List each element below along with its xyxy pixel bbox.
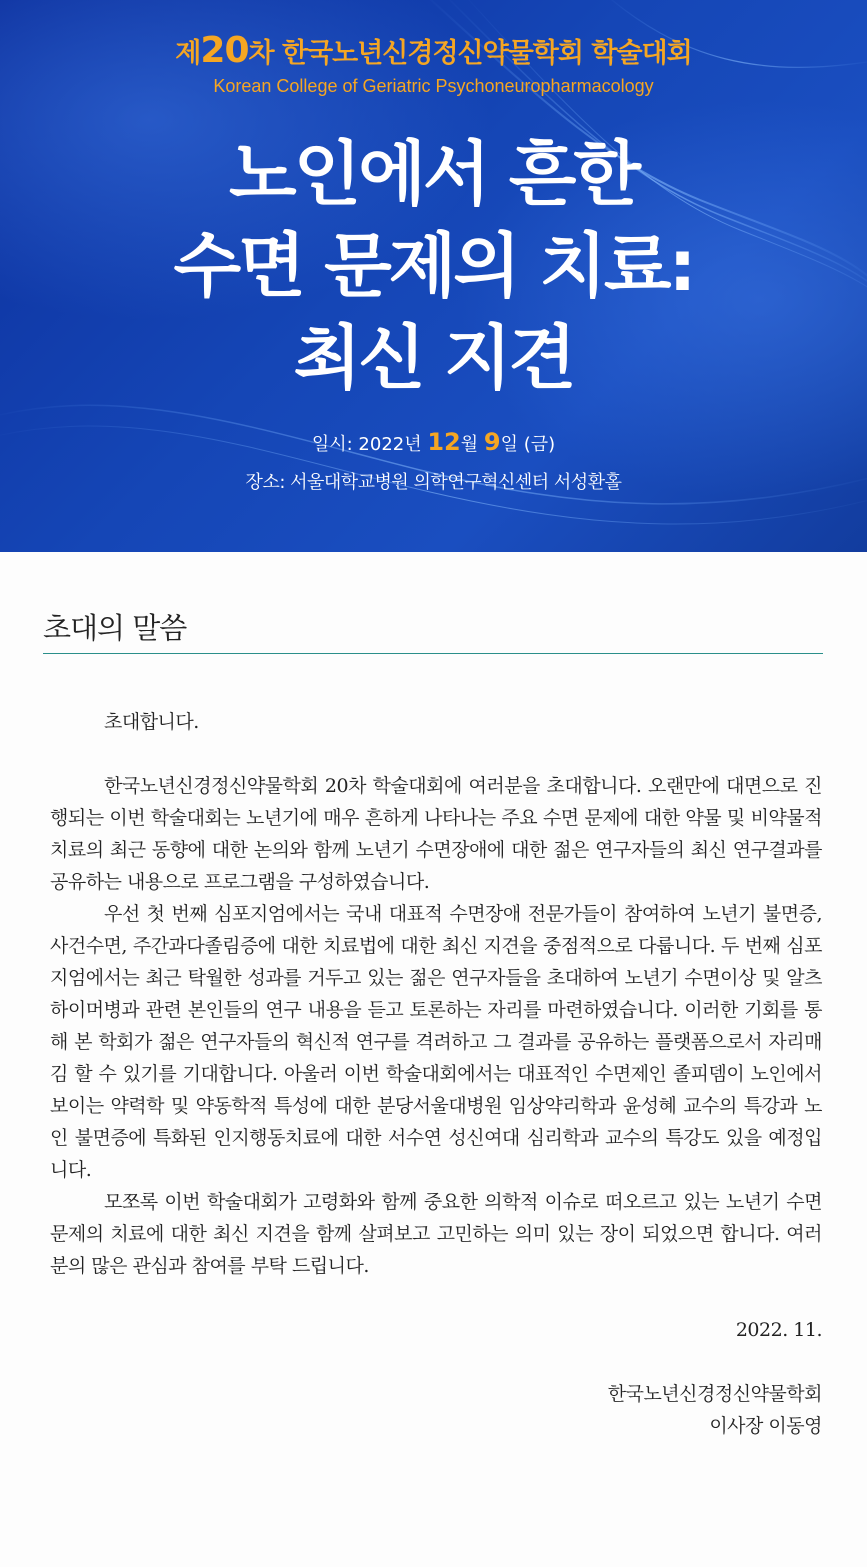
- main-title-line: 노인에서 흔한: [228, 133, 639, 215]
- event-date: [0, 428, 867, 456]
- letter-paragraph: 한국노년신경정신약물학회 20차 학술대회에 여러분을 초대합니다. 오랜만에 대면으로 진행되는 이번 학술대회는 노년기에 매우 흔하게 나타나는 주요 수면 문제에 대한 약물 및 비약물적 치료의 최근 동향에 대한 논의와 함께 노년기 수면장애에 대한 젊은 연구자들의 최신 연구결과를 공유하는 내용으로 프로그램을 구성하였습니다.: [50, 775, 822, 893]
- main-title-line: 최신 지견: [293, 317, 574, 399]
- main-title-line: 수면 문제의 치료:: [173, 225, 694, 307]
- conference-title-prefix: 제: [175, 38, 201, 69]
- letter-date: 2022. 11.: [735, 1319, 822, 1341]
- letter-organization: 한국노년신경정신약물학회: [607, 1383, 822, 1405]
- letter-greeting: 초대합니다.: [104, 711, 199, 733]
- event-date-day-unit: 일 (금): [500, 434, 556, 455]
- section-divider: [43, 653, 823, 654]
- letter-signer: 이사장 이동영: [709, 1415, 822, 1437]
- conference-title-suffix: 차 한국노년신경정신약물학회 학술대회: [248, 38, 692, 69]
- section-heading: 초대의 말씀: [43, 611, 187, 645]
- conference-english-name: Korean College of Geriatric Psychoneuropharmacology: [213, 76, 654, 96]
- event-date-label: 일시: 2022년: [311, 434, 422, 455]
- letter-paragraph: 우선 첫 번째 심포지엄에서는 국내 대표적 수면장애 전문가들이 참여하여 노년기 불면증, 사건수면, 주간과다졸림증에 대한 치료법에 대한 최신 지견을 중점적으로 다룹니다. 두 번째 심포지엄에서는 최근 탁월한 성과를 거두고 있는 젊은 연구자들을 초대하여 노년기 수면이상 및 알츠하이머병과 관련 본인들의 연구 내용을 듣고 토론하는 자리를 마련하였습니다. 이러한 기회를 통해 본 학회가 젊은 연구자들의 혁신적 연구를 격려하고 그 결과를 공유하는 플랫폼으로서 자리매김 할 수 있기를 기대합니다. 아울러 이번 학술대회에서는 대표적인 수면제인 졸피뎀이 노인에서 보이는 약력학 및 약동학적 특성에 대한 분당서울대병원 임상약리학과 윤성혜 교수의 특강과 노인 불면증에 특화된 인지행동치료에 대한 서수연 성신여대 심리학과 교수의 특강도 있을 예정입니다.: [50, 903, 822, 1181]
- letter-paragraph: 모쪼록 이번 학술대회가 고령화와 함께 중요한 의학적 이슈로 떠오르고 있는 노년기 수면 문제의 치료에 대한 최신 지견을 함께 살펴보고 고민하는 의미 있는 장이 되었으면 합니다. 여러분의 많은 관심과 참여를 부탁 드립니다.: [50, 1191, 822, 1277]
- event-date-month-unit: 월: [460, 434, 479, 455]
- event-main-title: [0, 128, 867, 404]
- event-place: 장소: 서울대학교병원 의학연구혁신센터 서성환홀: [245, 472, 622, 493]
- conference-edition-number: 20: [200, 30, 249, 71]
- conference-title: [0, 30, 867, 71]
- event-date-day: 9: [483, 428, 501, 456]
- event-banner: [0, 0, 867, 552]
- invitation-letter: [50, 706, 822, 1442]
- event-date-month: 12: [427, 428, 461, 456]
